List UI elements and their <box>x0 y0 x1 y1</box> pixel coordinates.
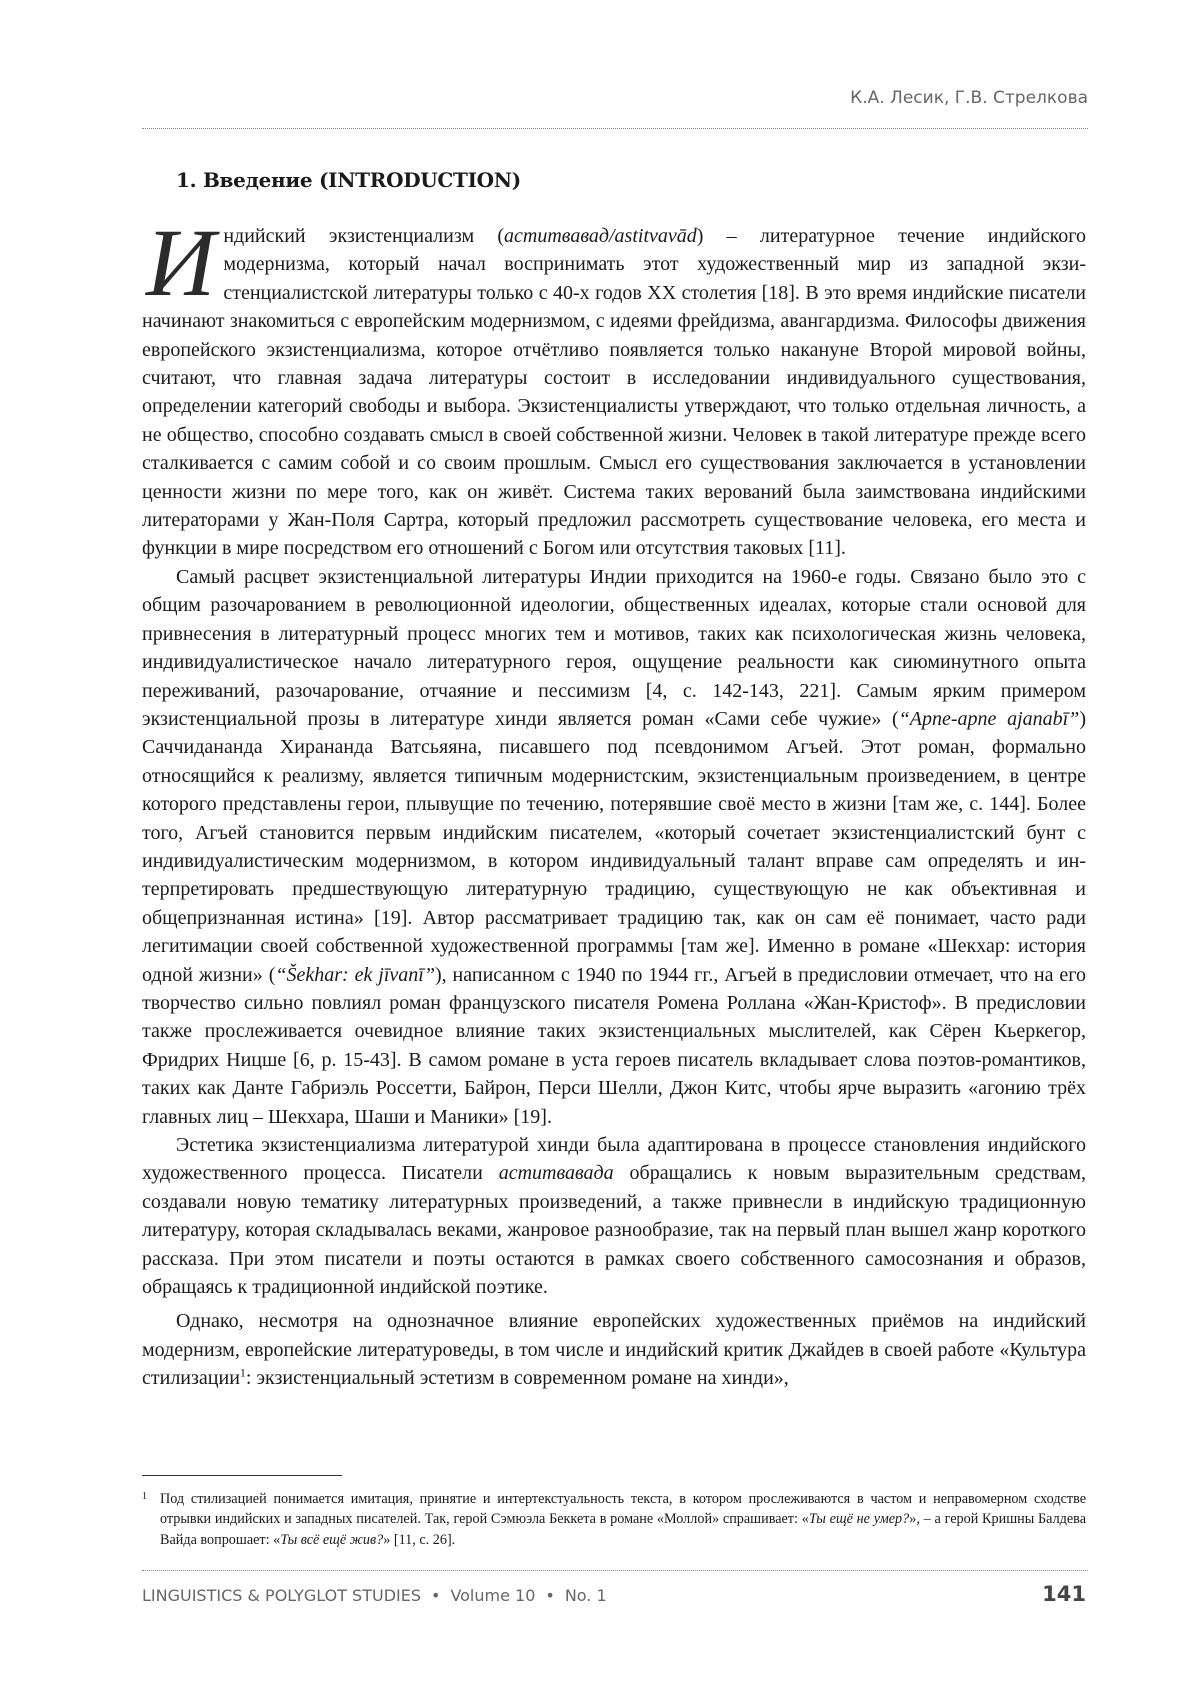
paragraph-1: Индийский экзистенциализм (аститвавад/astitvavād) – литературное течение индийского модернизма, который начал воспринимать этот художественный мир из западной экзистенциалистской литературы только с 40-х годов XX столетия [18]. В это время индийские писатели начинают знакомиться с европейским модернизмом, с идеями фрейдизма, авангардизма. Философы движения европейского экзистенциализма, которое отчётливо появляется только накануне Второй мировой войны, считают, что главная задача литературы состоит в исследовании индивидуального существования, определении категорий свободы и выбора. Экзистенциалисты утверждают, что только отдельная личность, а не общество, способно создавать смысл в своей собственной жизни. Человек в такой литературе прежде всего сталкивается с самим собой и со своим прошлым. Смысл его существования заключается в установлении ценности жизни по мере того, как он живёт. Система таких верований была заимствована индийскими литераторами у Жан-Поля Сартра, который предложил рассмотреть существование человека, его места и функции в мире посредством его отношений с Богом или отсутствия таковых [11]. <box>142 209 1086 560</box>
journal-title: LINGUISTICS & POLYGLOT STUDIES <box>142 1586 421 1605</box>
footnote <box>142 1489 1086 1550</box>
journal-footer <box>142 1586 607 1605</box>
journal-issue: No. 1 <box>564 1586 607 1605</box>
section-title: 1. Введение (INTRODUCTION) <box>176 168 521 192</box>
footnote-divider <box>142 1475 342 1476</box>
article-body <box>142 209 1087 1393</box>
separator-dot: • <box>545 1586 555 1605</box>
paragraph-2: Самый расцвет экзистенциальной литературы Индии приходится на 1960-е годы. Связано было это с общим разочарованием в революционной идеологии, общественных идеалах, которые стали основой для привнесения в литературный процесс многих тем и мотивов, таких как психологическая жизнь человека, индивидуалистическое начало литературного героя, ощущение реальности как сиюминутного опыта переживаний, разочарование, отчаяние и пессимизм [4, с. 142-143, 221]. Самым ярким примером экзистенциальной прозы в литературе хинди является роман «Сами себе чужие» (“Apne-apne ajanabī”) Саччидананда Хирананда Ватсьяяна, писавшего под псевдонимом Агъей. Этот роман, формально относящийся к реализму, является типичным модернистским, экзистенциальным произведением, в центре которого представлены герои, плывущие по течению, потерявшие своё место в жизни [там же, с. 144]. Более того, Агъей становится первым индийским писателем, «который сочетает экзистенциалистский бунт с индивидуалистическим модернизмом, в котором индивидуальный талант вправе сам определять и интерпретировать предшествующую литературную традицию, существующую не как объективная и общепризнанная истина» [19]. Автор рассматривает традицию так, как он сам её понимает, часто ради легитимации своей собственной художественной программы [там же]. Именно в романе «Шекхар: история одной жизни» (“Šekhar: ek jīvanī”), написанном с 1940 по 1944 гг., Агъей в предисловии отмечает, что на его творчество сильно повлиял роман французского писателя Ромена Роллана «Жан-Кристоф». В предисловии также прослеживается очевидное влияние таких экзистенциальных мыслителей, как Сёрен Кьеркегор, Фридрих Ницше [6, p. 15-43]. В самом романе в уста героев писатель вкладывает слова поэтов-романтиков, таких как Данте Габриэль Россетти, Байрон, Перси Шелли, Джон Китс, чтобы ярче выразить «агонию трёх главных лиц – Шекхара, Шаши и Маники» [19]. <box>142 565 1087 1128</box>
footnote-mark: 1 <box>142 1491 147 1502</box>
journal-volume: Volume 10 <box>450 1586 536 1605</box>
header-divider <box>142 128 1088 129</box>
running-head-authors: К.А. Лесик, Г.В. Стрелкова <box>850 88 1088 108</box>
paragraph-4: Однако, несмотря на однозначное влияние европейских художественных приёмов на индийский модернизм, европейские литературоведы, в том числе и индийский критик Джайдев в своей работе «Культура стилизации$^1$: экзистенциальный эстетизм в современном романе на хинди», <box>142 1310 1086 1390</box>
footer-divider <box>142 1570 1088 1571</box>
drop-cap: И <box>146 209 216 316</box>
paragraph-3: Эстетика экзистенциализма литературой хинди была адаптирована в процессе становления индийского художественного процесса. Писатели аститвавада обращались к новым выразительным средствам, создавали новую тематику литературных произведений, а также привнесли в индийскую традиционную литературу, которая складывалась веками, жанровое разнообразие, так на первый план вышел жанр короткого рассказа. При этом писатели и поэты остаются в рамках своего собственного самосознания и образов, обращаясь к традиционной индийской поэтике. <box>142 1134 1086 1299</box>
separator-dot: • <box>431 1586 441 1605</box>
footnote-ref[interactable]: 1 <box>239 1365 246 1380</box>
page-number: 141 <box>1042 1582 1086 1606</box>
footnote-text: Под стилизацией понимается имитация, принятие и интертекстуальность текста, в котором прослеживаются в частом и неправомерном сходстве отрывки индийских и западных писателей. Так, герой Сэмюэла Беккета в романе «Моллой» спрашивает: «Ты ещё не умер?», – а герой Кришны Балдева Вайда вопрошает: «Ты всё ещё жив?» [11, с. 26]. <box>160 1491 1086 1548</box>
